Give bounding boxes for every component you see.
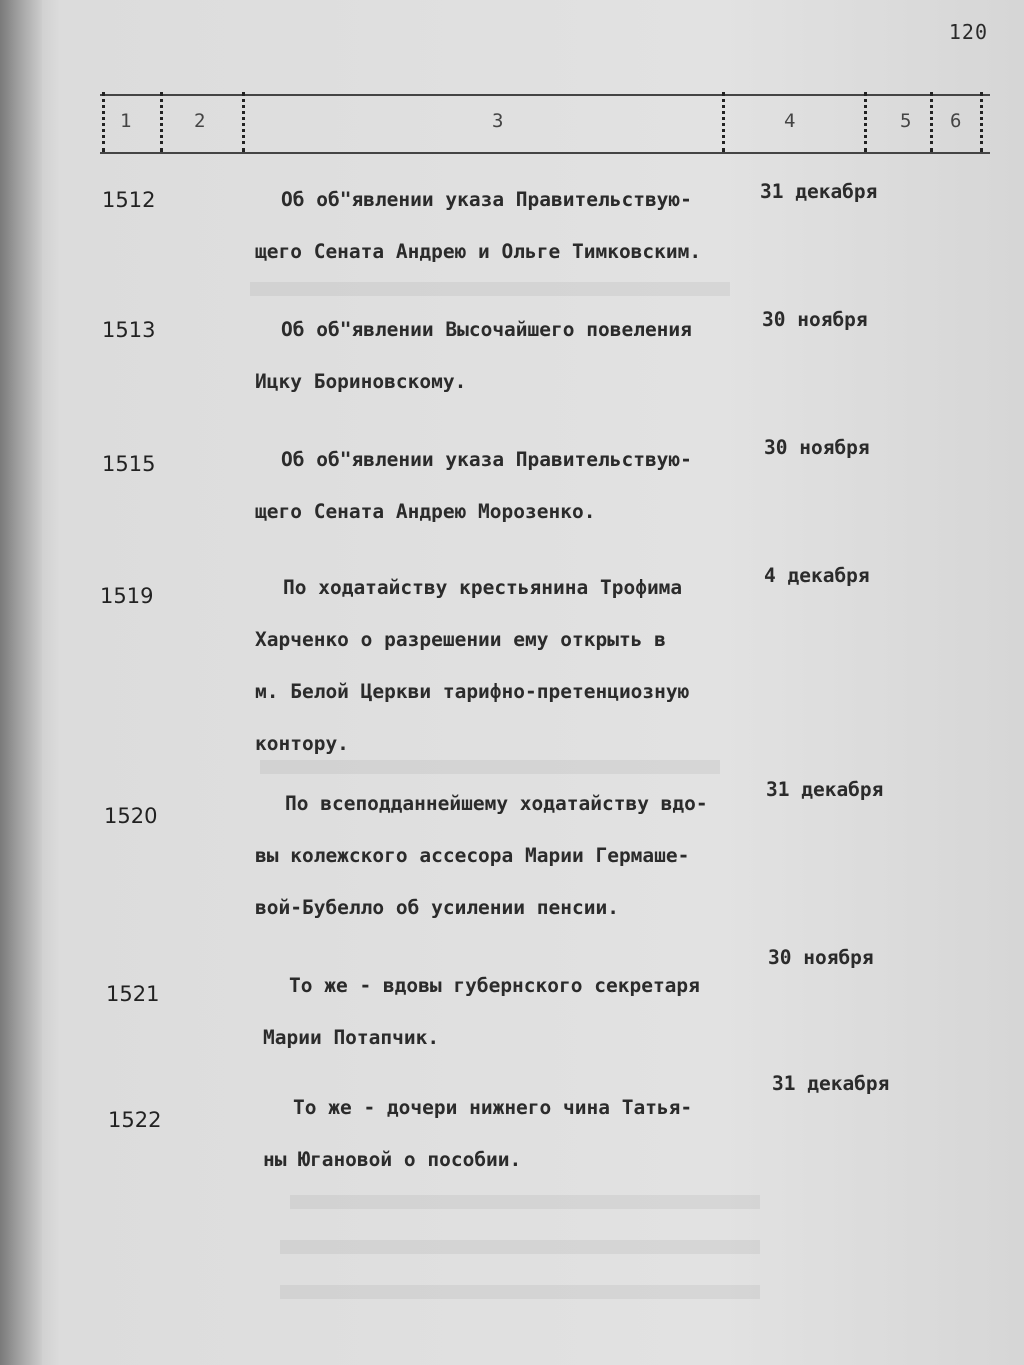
entry-line: Марии Потапчик. <box>263 1026 440 1049</box>
column-separator <box>160 92 163 152</box>
entry-date: 31 декабря <box>772 1072 890 1095</box>
entry-line: Об об"явлении Высочайшего повеления <box>281 318 692 341</box>
column-separator <box>864 92 867 152</box>
entry-line: вы колежского ассесора Марии Гермаше- <box>255 844 690 867</box>
page-number: 120 <box>948 20 988 44</box>
column-separator <box>242 92 245 152</box>
column-separator <box>930 92 933 152</box>
entry-description <box>255 778 755 934</box>
entry-description <box>255 434 755 538</box>
column-label-2: 2 <box>194 110 206 132</box>
entry-line: щего Сената Андрею и Ольге Тимковским. <box>255 240 702 263</box>
column-separator <box>722 92 725 152</box>
bleed-through-smudge <box>290 1195 760 1209</box>
entry-line: То же - дочери нижнего чина Татья- <box>293 1096 693 1119</box>
entry-description <box>255 1082 755 1186</box>
column-label-3: 3 <box>492 110 504 132</box>
column-label-4: 4 <box>784 110 796 132</box>
column-label-6: 6 <box>950 110 962 132</box>
bleed-through-smudge <box>280 1240 760 1254</box>
column-separator <box>980 92 983 152</box>
entry-line: щего Сената Андрею Морозенко. <box>255 500 596 523</box>
entry-line: По всеподданнейшему ходатайству вдо- <box>285 792 708 815</box>
entry-number: 1520 <box>104 804 158 828</box>
entry-line: Об об"явлении указа Правительствую- <box>281 448 692 471</box>
entry-description <box>255 960 755 1064</box>
column-separator <box>102 92 105 152</box>
entry-description <box>255 174 755 278</box>
entry-number: 1519 <box>100 584 154 608</box>
entry-date: 31 декабря <box>766 778 884 801</box>
column-label-1: 1 <box>120 110 132 132</box>
entry-line: Ицку Бориновскому. <box>255 370 467 393</box>
entry-number: 1513 <box>102 318 156 342</box>
entry-line: То же - вдовы губернского секретаря <box>289 974 700 997</box>
entry-line: вой-Бубелло об усилении пенсии. <box>255 896 619 919</box>
entry-date: 4 декабря <box>764 564 870 587</box>
entry-date: 30 ноября <box>768 946 874 969</box>
entry-date: 30 ноября <box>764 436 870 459</box>
bleed-through-smudge <box>250 282 730 296</box>
entry-description <box>255 304 755 408</box>
book-spine-shadow <box>0 0 42 1365</box>
column-header-bar <box>100 94 990 154</box>
entry-line: По ходатайству крестьянина Трофима <box>283 576 683 599</box>
entry-line: контору. <box>255 732 349 755</box>
entry-line: Харченко о разрешении ему открыть в <box>255 628 666 651</box>
entry-number: 1512 <box>102 188 156 212</box>
entry-line: м. Белой Церкви тарифно-претенциозную <box>255 680 690 703</box>
entry-number: 1521 <box>106 982 160 1006</box>
entry-date: 31 декабря <box>760 180 878 203</box>
column-label-5: 5 <box>900 110 912 132</box>
entry-number: 1515 <box>102 452 156 476</box>
entry-number: 1522 <box>108 1108 162 1132</box>
entry-date: 30 ноября <box>762 308 868 331</box>
entry-description <box>255 562 755 770</box>
bleed-through-smudge <box>280 1285 760 1299</box>
entry-line: ны Югановой о пособии. <box>263 1148 522 1171</box>
entry-line: Об об"явлении указа Правительствую- <box>281 188 692 211</box>
